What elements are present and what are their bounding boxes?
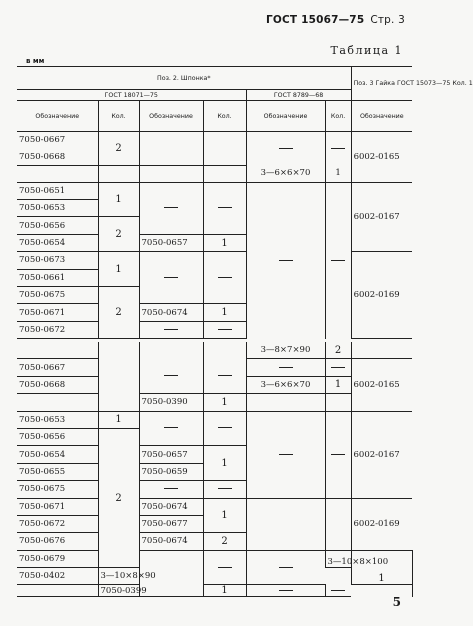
dash-cell (325, 585, 351, 597)
designation-cell: 7050-0653 (17, 411, 98, 428)
col-designation-1: Обозначение (17, 101, 98, 132)
table-title: Таблица 1 (330, 44, 403, 57)
qty-cell: 1 (203, 498, 246, 533)
dash-mark (164, 277, 178, 278)
shponka-cell: 7050-0657 (139, 446, 203, 463)
designation-cell: 7050-0675 (17, 287, 98, 304)
dash-cell (139, 359, 203, 394)
dash-mark (218, 488, 232, 489)
dash-cell (203, 359, 246, 394)
dash-cell (246, 359, 325, 376)
dash-cell (139, 321, 203, 338)
designation-cell: 7050-0671 (17, 498, 98, 515)
dash-cell (203, 252, 246, 304)
dash-cell (203, 411, 246, 446)
dash-mark (218, 567, 232, 568)
dash-cell (203, 550, 246, 585)
col-group-shponka: Поз. 2. Шпонка* (17, 67, 351, 90)
spec-table (17, 66, 473, 339)
designation-cell: 7050-0667 (19, 135, 66, 146)
qty-cell: 2 (98, 287, 139, 339)
designation-cell: 7050-0656 (17, 428, 98, 445)
dash-mark (218, 329, 232, 330)
qty-cell: 2 (98, 132, 139, 166)
col-gost2: ГОСТ 8789—68 (246, 90, 351, 101)
col-qty-2: Кол. (203, 101, 246, 132)
designation-cell: 7050-0654 (17, 446, 98, 463)
gost2-cell: 3—10×8×100 (325, 550, 351, 567)
designation-cell: 7050-0656 (17, 217, 98, 234)
qty-cell: 1 (325, 165, 351, 182)
designation-cell: 7050-0651 (17, 182, 98, 199)
designation-cell: 7050-0655 (17, 463, 98, 480)
designation-cell: 7050-0654 (17, 234, 98, 251)
page-header (266, 14, 405, 26)
table-row (17, 550, 412, 567)
designation-cell: 7050-0668 (17, 376, 98, 393)
dash-mark (279, 567, 293, 568)
dash-cell (246, 182, 325, 339)
page-label: Стр. 3 (370, 14, 405, 26)
header-row-1 (17, 67, 412, 90)
col-designation-nut: Обозначение (351, 101, 412, 132)
designation-cell: 7050-0676 (17, 533, 98, 550)
table-row (17, 411, 412, 428)
col-nut: Поз. 3 Гайка ГОСТ 15073—75 Кол. 1 (351, 67, 412, 101)
standard-number: ГОСТ 15067—75 (265, 14, 365, 26)
dash-cell (203, 481, 246, 498)
qty-cell: 2 (203, 533, 246, 550)
qty-cell: 2 (98, 428, 139, 567)
designation-cell: 7050-0679 (17, 550, 98, 567)
designation-cell: 7050-0671 (17, 304, 98, 321)
table-row (17, 359, 412, 376)
dash-mark (279, 367, 293, 368)
nut-cell: 6002-0165 (351, 132, 412, 183)
empty-cell (203, 132, 246, 166)
dash-mark (218, 207, 232, 208)
designation-cell: 7050-0672 (17, 515, 98, 532)
shponka-cell: 7050-0674 (139, 304, 203, 321)
dash-cell (203, 321, 246, 338)
dash-mark (279, 260, 293, 261)
nut-cell: 6002-0167 (351, 182, 412, 252)
table-row (17, 498, 412, 515)
qty-cell: 1 (203, 304, 246, 321)
qty-cell: 1 (98, 411, 139, 428)
dash-mark (331, 260, 345, 261)
dash-cell (139, 411, 203, 446)
unit-label: в мм (26, 57, 45, 65)
dash-mark (164, 207, 178, 208)
empty-cell (139, 132, 203, 166)
col-gost1: ГОСТ 18071—75 (17, 90, 246, 101)
dash-mark (164, 375, 178, 376)
dash-mark (164, 329, 178, 330)
dash-mark (218, 375, 232, 376)
designation-cell: 7050-0653 (17, 200, 98, 217)
qty-cell: 2 (98, 217, 139, 252)
col-qty-1: Кол. (98, 101, 139, 132)
designation-cell: 7050-0673 (17, 252, 98, 269)
empty-cell (98, 359, 139, 411)
dash-mark (164, 427, 178, 428)
gost2-cell: 3—10×8×90 (98, 568, 139, 585)
dash-mark (279, 590, 293, 591)
dash-cell (325, 132, 351, 166)
dash-cell (246, 550, 325, 585)
qty-cell: 1 (203, 234, 246, 251)
shponka-cell: 7050-0674 (139, 498, 203, 515)
col-designation-2: Обозначение (139, 101, 203, 132)
header-row-3 (17, 101, 412, 132)
dash-mark (279, 148, 293, 149)
table-row (17, 585, 412, 597)
dash-cell (246, 132, 325, 166)
nut-cell: 6002-0169 (351, 498, 412, 550)
dash-cell (139, 252, 203, 304)
spec-table-lower (17, 342, 412, 597)
qty-cell: 1 (351, 550, 412, 585)
dash-cell (325, 182, 351, 339)
gost2-cell: 3—6×6×70 (246, 376, 325, 393)
designation-cell: 7050-0672 (17, 321, 98, 338)
dash-cell (325, 359, 351, 376)
designation-cell (17, 394, 98, 411)
designation-cell: 7050-0668 (17, 148, 98, 165)
qty-cell: 1 (98, 182, 139, 217)
table-row (17, 342, 412, 359)
gost2-cell: 3—8×7×90 (246, 342, 325, 359)
shponka-cell: 7050-0677 (139, 515, 203, 532)
table-row (17, 182, 412, 199)
shponka-cell: 7050-0674 (139, 533, 203, 550)
dash-mark (164, 488, 178, 489)
dash-cell (246, 411, 325, 498)
designation-cell: 7050-0675 (17, 481, 98, 498)
dash-mark (331, 148, 345, 149)
dash-mark (279, 454, 293, 455)
designation-cell: 7050-0661 (17, 269, 98, 286)
shponka-cell: 7050-0657 (139, 234, 203, 251)
qty-cell: 1 (98, 252, 139, 287)
qty-cell: 2 (325, 342, 351, 359)
designation-cell: 7050-0667 (17, 359, 98, 376)
dash-mark (218, 427, 232, 428)
dash-cell (203, 182, 246, 234)
qty-cell: 1 (203, 585, 246, 597)
qty-cell: 1 (325, 376, 351, 393)
shponka-cell: 7050-0390 (139, 394, 203, 411)
designation-cell: 7050-0402 (17, 568, 98, 585)
dash-mark (331, 367, 345, 368)
nut-cell: 6002-0165 (351, 359, 412, 411)
dash-cell (139, 481, 203, 498)
gost2-cell: 3—6×6×70 (246, 165, 325, 182)
col-designation-3: Обозначение (246, 101, 325, 132)
qty-cell: 1 (203, 394, 246, 411)
dash-mark (218, 277, 232, 278)
page-number: 5 (392, 595, 401, 609)
dash-mark (331, 454, 345, 455)
col-qty-3: Кол. (325, 101, 351, 132)
dash-cell (139, 182, 203, 234)
nut-cell: 6002-0167 (351, 411, 412, 498)
table-row (17, 132, 412, 149)
dash-cell (325, 411, 351, 498)
dash-mark (331, 590, 345, 591)
shponka-cell: 7050-0659 (139, 463, 203, 480)
dash-cell (246, 585, 325, 597)
nut-cell: 6002-0169 (351, 252, 412, 339)
table-row (17, 252, 412, 269)
shponka-cell: 7050-0399 (98, 585, 139, 597)
qty-cell: 1 (203, 446, 246, 481)
